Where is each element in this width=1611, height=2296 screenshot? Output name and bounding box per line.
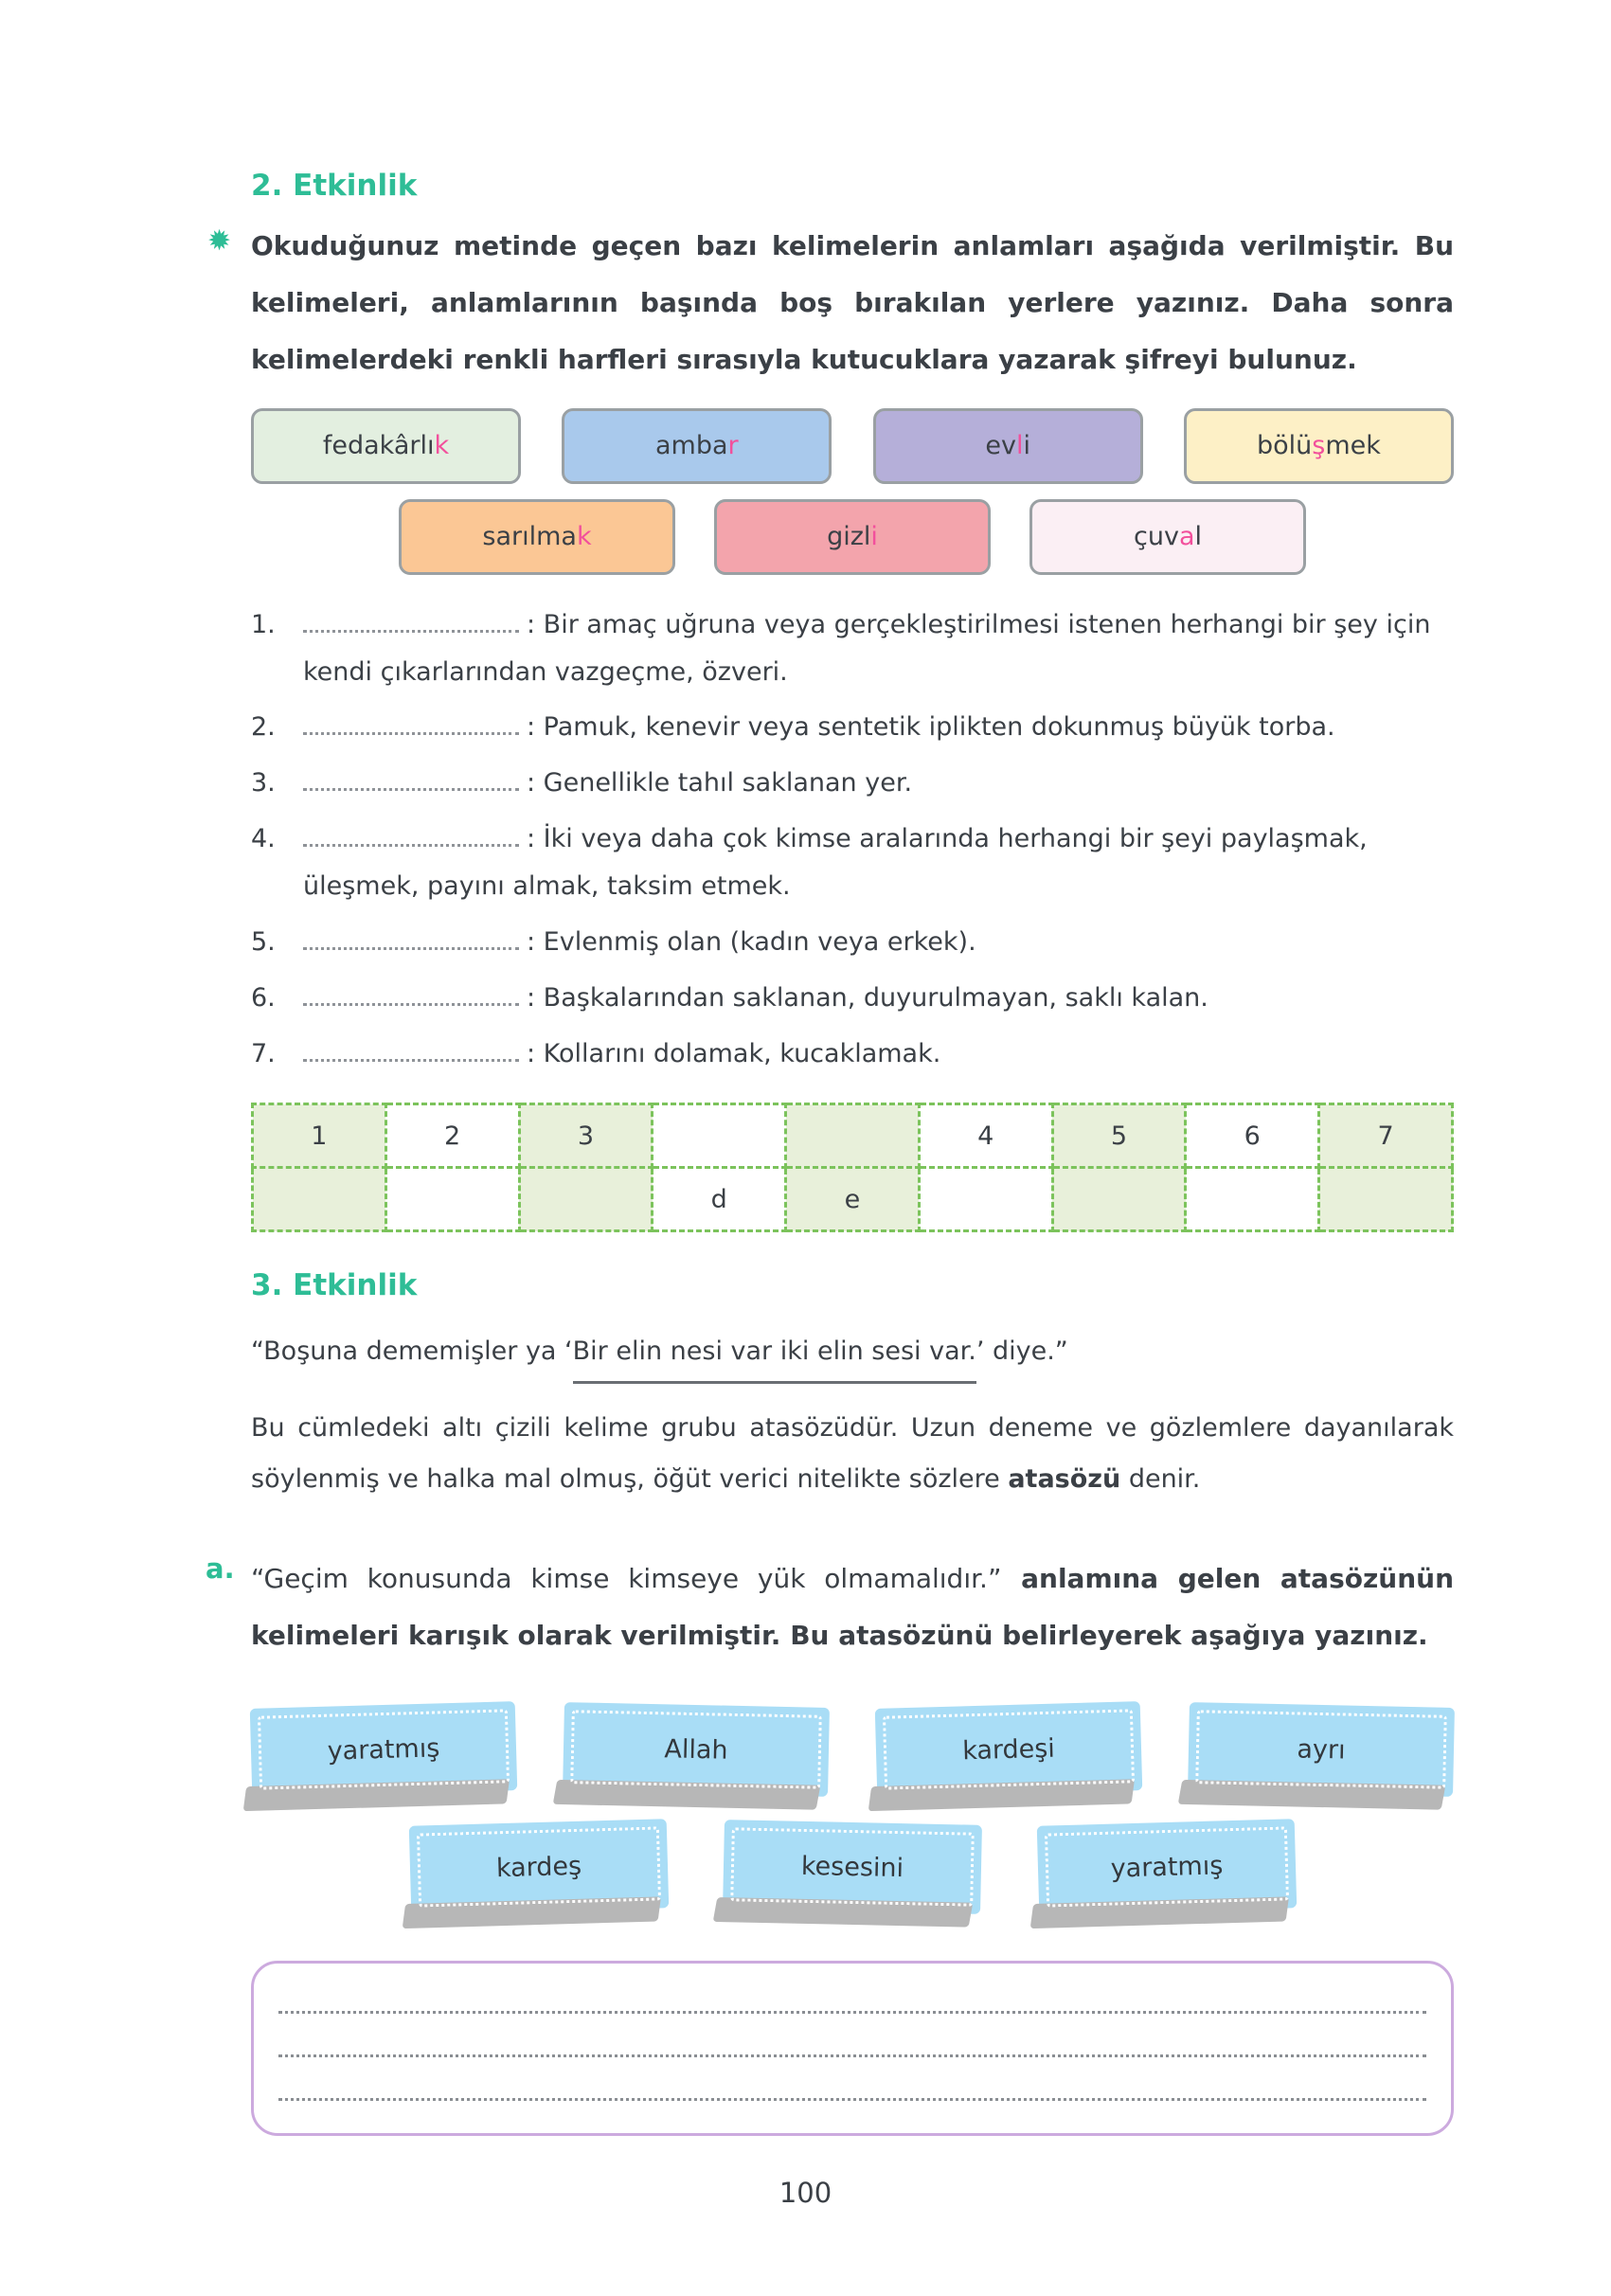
activity2-instruction-block (207, 218, 1454, 389)
item-number: 6. (251, 983, 276, 1013)
word-card-kesesini[interactable] (723, 1820, 982, 1914)
explanation-text: denir. (1120, 1464, 1201, 1495)
highlight-letter: k (576, 522, 592, 552)
answer-blank[interactable] (303, 769, 519, 791)
word-text: sarılma (482, 522, 577, 552)
word-box-cuval[interactable] (1029, 499, 1306, 575)
answer-blank[interactable] (303, 825, 519, 847)
answer-blank[interactable] (303, 611, 519, 633)
highlight-letter: ş (1312, 431, 1326, 461)
definition-item-3 (251, 760, 1454, 807)
answer-blank[interactable] (303, 713, 519, 735)
card-label: Allah (664, 1733, 728, 1765)
page-number: 100 (779, 2177, 832, 2209)
definition-text: : Pamuk, kenevir veya sentetik iplikten dokunmuş büyük torba. (527, 712, 1335, 743)
item-number: 4. (251, 824, 276, 854)
activity3-heading: 3. Etkinlik (251, 1268, 418, 1302)
word-text: amba (655, 431, 728, 461)
highlight-letter: r (727, 431, 739, 461)
item-a-instruction: anlamına gelen atasözünün kelimeleri karışık olarak verilmiştir. Bu atasözünü belirleyerek aşağıya yazınız. (251, 1563, 1455, 1652)
cipher-cell[interactable]: 6 (1186, 1104, 1319, 1168)
quote-text: “Boşuna dememişler ya ‘ (251, 1336, 573, 1366)
card-label: kardeşi (961, 1732, 1056, 1766)
underlined-proverb: Bir elin nesi var iki elin sesi var. (573, 1327, 976, 1384)
word-box-row-2 (399, 499, 1306, 575)
item-a-label: a. (206, 1552, 235, 1586)
word-text: ev (985, 431, 1016, 461)
cipher-cell[interactable] (1186, 1168, 1319, 1231)
word-card-ayri[interactable] (1188, 1702, 1455, 1797)
definition-list (251, 601, 1454, 1078)
cipher-grid[interactable] (251, 1103, 1454, 1232)
writing-line[interactable] (278, 2098, 1426, 2101)
cipher-cell[interactable]: 7 (1319, 1104, 1453, 1168)
card-label: yaratmış (1109, 1850, 1224, 1883)
cipher-cell[interactable]: 2 (385, 1104, 519, 1168)
item-a-quote: “Geçim konusunda kimse kimseye yük olmamalıdır.” (251, 1563, 1002, 1595)
word-box-gizli[interactable] (714, 499, 991, 575)
item-number: 7. (251, 1039, 276, 1069)
card-label: kesesini (800, 1851, 904, 1883)
word-text: i (1023, 431, 1030, 461)
cipher-cell[interactable] (1052, 1168, 1186, 1231)
cipher-cell[interactable]: 3 (519, 1104, 653, 1168)
word-card-kardesi[interactable] (875, 1701, 1143, 1798)
item-a-block (206, 1551, 1455, 1664)
highlight-letter: k (434, 431, 450, 461)
word-text: çuv (1134, 522, 1179, 552)
definition-text: : Bir amaç uğruna veya gerçekleştirilmesi istenen herhangi bir şey için kendi çıkarlarından vazgeçme, özveri. (303, 609, 1431, 687)
asterisk-bullet-icon: ✹ (207, 224, 232, 258)
cipher-cell[interactable]: 4 (919, 1104, 1052, 1168)
cipher-cell[interactable] (385, 1168, 519, 1231)
card-label: kardeş (495, 1850, 582, 1883)
definition-item-6 (251, 975, 1454, 1022)
card-label: yaratmış (327, 1732, 440, 1766)
definition-text: : Başkalarından saklanan, duyurulmayan, saklı kalan. (527, 983, 1208, 1013)
word-text: fedakârlı (322, 431, 435, 461)
answer-blank[interactable] (303, 1040, 519, 1062)
word-card-kardes[interactable] (408, 1819, 669, 1915)
cipher-cell[interactable] (653, 1104, 786, 1168)
cipher-cell[interactable] (786, 1104, 920, 1168)
answer-blank[interactable] (303, 928, 519, 950)
definition-item-5 (251, 919, 1454, 966)
word-box-sarilmak[interactable] (399, 499, 675, 575)
cipher-cell[interactable]: 1 (253, 1104, 386, 1168)
cipher-cell[interactable]: d (653, 1168, 786, 1231)
cipher-grid-number-row (253, 1104, 1453, 1168)
definition-text: : Evlenmiş olan (kadın veya erkek). (527, 927, 976, 958)
word-card-allah[interactable] (563, 1702, 830, 1797)
definition-item-1 (251, 601, 1454, 696)
proverb-explanation (251, 1403, 1454, 1505)
writing-line[interactable] (278, 2054, 1426, 2057)
cipher-cell[interactable] (919, 1168, 1052, 1231)
definition-text: : Kollarını dolamak, kucaklamak. (527, 1039, 941, 1069)
cipher-cell[interactable] (519, 1168, 653, 1231)
cipher-cell[interactable]: 5 (1052, 1104, 1186, 1168)
word-card-yaratmis[interactable] (250, 1701, 518, 1798)
definition-item-4 (251, 816, 1454, 910)
card-label: ayrı (1297, 1733, 1346, 1765)
word-card-row-1 (251, 1705, 1454, 1794)
cipher-cell[interactable]: e (786, 1168, 920, 1231)
item-number: 3. (251, 768, 276, 798)
definition-item-2 (251, 704, 1454, 751)
item-number: 1. (251, 609, 276, 639)
word-box-fedakarlik[interactable] (251, 408, 521, 484)
word-box-bolusmek[interactable] (1184, 408, 1454, 484)
item-a-text (251, 1551, 1454, 1664)
highlight-letter: a (1178, 522, 1195, 552)
item-number: 2. (251, 712, 276, 743)
word-text: mek (1325, 431, 1381, 461)
word-card-yaratmis-2[interactable] (1036, 1819, 1297, 1915)
cipher-cell[interactable] (253, 1168, 386, 1231)
writing-line[interactable] (278, 2011, 1426, 2014)
word-card-row-2 (410, 1822, 1296, 1911)
page-content (206, 0, 1455, 2136)
bold-term: atasözü (1008, 1464, 1121, 1495)
definition-text: : Genellikle tahıl saklanan yer. (527, 768, 913, 798)
highlight-letter: i (870, 522, 878, 552)
answer-writing-box[interactable] (251, 1961, 1454, 2136)
word-text: gizl (827, 522, 871, 552)
definition-item-7 (251, 1031, 1454, 1078)
activity2-heading: 2. Etkinlik (251, 169, 418, 203)
word-text: l (1194, 522, 1202, 552)
word-box-ambar[interactable] (562, 408, 832, 484)
answer-blank[interactable] (303, 984, 519, 1006)
word-text: bölü (1257, 431, 1313, 461)
word-box-row-1 (251, 408, 1454, 484)
quote-text: ’ diye.” (976, 1336, 1068, 1366)
word-box-evli[interactable] (873, 408, 1143, 484)
cipher-grid-letter-row (253, 1168, 1453, 1231)
cipher-cell[interactable] (1319, 1168, 1453, 1231)
explanation-text: Bu cümledeki altı çizili kelime grubu atasözüdür. Uzun deneme ve gözlemlere dayanılarak söylenmiş ve halka mal olmuş, öğüt verici nitelikte sözlere (251, 1413, 1454, 1495)
highlight-letter: l (1015, 431, 1024, 461)
definition-text: : İki veya daha çok kimse aralarında herhangi bir şeyi paylaşmak, üleşmek, payını almak, taksim etmek. (303, 824, 1368, 902)
activity2-instruction-text: Okuduğunuz metinde geçen bazı kelimelerin anlamları aşağıda verilmiştir. Bu kelimeleri, anlamlarının başında boş bırakılan yerlere yazınız. Daha sonra kelimelerdeki renkli harfleri sırasıyla kutucuklara yazarak şifreyi bulunuz. (251, 230, 1454, 376)
item-number: 5. (251, 927, 276, 958)
proverb-quote (251, 1327, 1454, 1384)
